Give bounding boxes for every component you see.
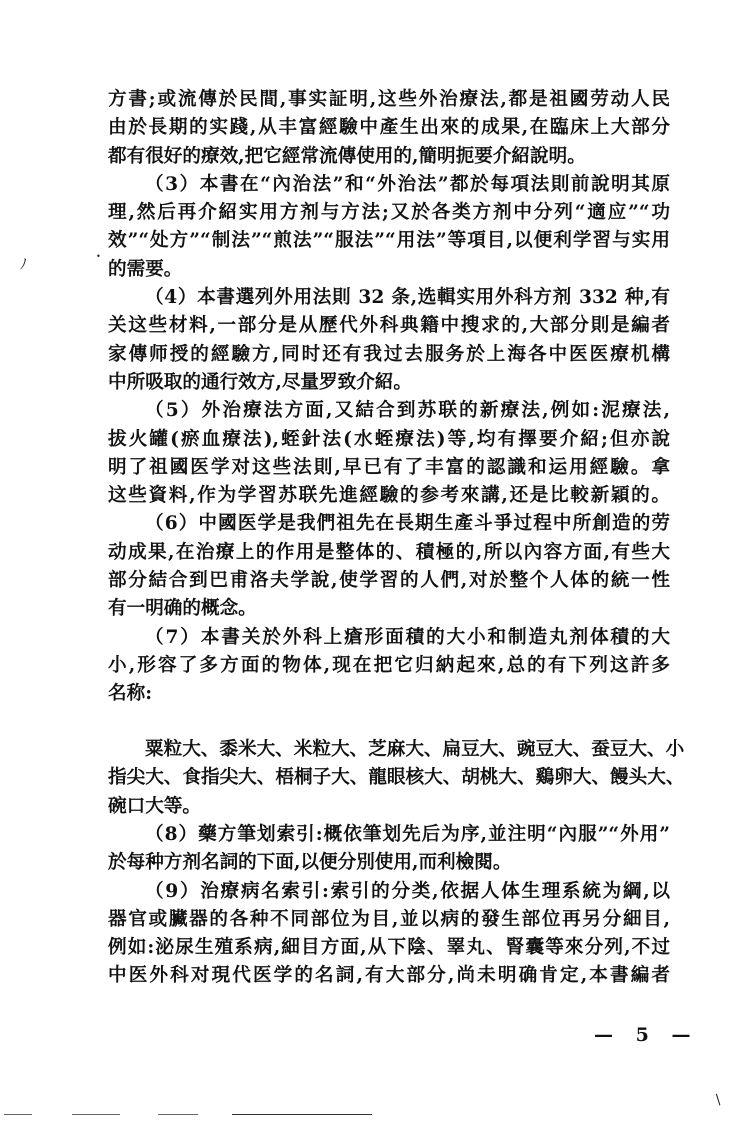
- text-line: 这些資料,作为学習苏联先進經驗的参考來講,还是比較新穎的。: [108, 485, 670, 507]
- paragraph-3: [108, 171, 670, 284]
- text-line: （6）中國医学是我們祖先在長期生產斗爭过程中所創造的劳: [145, 513, 670, 535]
- paragraph-5: [108, 397, 670, 510]
- text-line: 指尖大、食指尖大、梧桐子大、龍眼核大、胡桃大、鷄卵大、饅头大、: [108, 767, 685, 789]
- paragraph-4: [108, 284, 670, 397]
- scan-speck: •: [96, 252, 101, 261]
- text-line: 粟粒大、黍米大、米粒大、芝麻大、扁豆大、豌豆大、蚕豆大、小: [145, 739, 685, 761]
- text-line: 动成果,在治療上的作用是整体的、積極的,所以內容方面,有些大: [108, 541, 670, 563]
- text-line: 小,形容了多方面的物体,现在把它归納起來,总的有下列这許多: [108, 654, 670, 676]
- text-line: （4）本書選列外用法則 32 条,选輯实用外科方剂 332 种,有: [145, 287, 670, 309]
- text-line: 名称:: [108, 683, 153, 705]
- text-line: 拔火罐(瘀血療法),蛭針法(水蛭療法)等,均有擇要介紹;但亦說: [108, 428, 670, 450]
- text-line: 部分結合到巴甫洛夫学說,使学習的人們,对於整个人体的統一性: [108, 570, 670, 592]
- paragraph-8: [108, 821, 670, 878]
- paragraph-spacer: [108, 709, 670, 737]
- paragraph-7: [108, 624, 670, 709]
- scan-edge-line: [232, 1114, 372, 1115]
- body-text: [108, 86, 685, 991]
- text-line: （3）本書在“內治法”和“外治法”都於每項法則前說明其原: [145, 173, 670, 195]
- text-line: 效”“处方”“制法”“煎法”“服法”“用法”等項目,以便利学習与实用: [108, 230, 670, 252]
- text-line: （7）本書关於外科上瘡形面積的大小和制造丸剂体積的大: [145, 626, 670, 648]
- text-line: 由於長期的实踐,从丰富經驗中產生出來的成果,在臨床上大部分: [108, 117, 670, 139]
- text-line: 於每种方剂名詞的下面,以便分別使用,而利檢閱。: [108, 852, 512, 874]
- page-number: — 5 —: [594, 1024, 699, 1046]
- text-line: 器官或臟器的各种不同部位为目,並以病的發生部位再另分細目,: [108, 908, 670, 930]
- text-line: 都有很好的療效,把它經常流傳使用的,簡明扼要介紹說明。: [108, 145, 586, 167]
- size-names-list: [108, 736, 685, 821]
- text-line: 的需要。: [108, 258, 183, 280]
- text-line: 中医外科对現代医学的名詞,有大部分,尚未明确肯定,本書編者: [108, 965, 670, 987]
- text-line: （9）治療病名索引:索引的分类,依据人体生理系統为綱,以: [145, 880, 670, 902]
- text-line: 关这些材料,一部分是从歷代外科典籍中搜求的,大部分則是編者: [108, 315, 670, 337]
- scan-edge-line: [4, 1114, 32, 1115]
- text-line: 碗口大等。: [108, 795, 201, 817]
- text-line: 理,然后再介紹实用方剂与方法;又於各类方剂中分列“適应”“功: [108, 202, 670, 224]
- text-line: 方書;或流傳於民間,事实証明,这些外治療法,都是祖國劳动人民: [108, 89, 670, 110]
- text-line: （5）外治療法方面,又結合到苏联的新療法,例如:泥療法,: [145, 400, 670, 422]
- scan-speck: ﾉ: [20, 257, 27, 273]
- paragraph-6: [108, 510, 670, 623]
- text-line: 中所吸取的通行效方,尽量罗致介紹。: [108, 371, 412, 393]
- text-line: （8）藥方筆划索引:概依筆划先后为序,並注明“內服”“外用”: [145, 823, 670, 845]
- text-line: 家傳师授的經驗方,同时还有我过去服务於上海各中医医療机構: [108, 343, 670, 365]
- text-line: 例如:泌尿生殖系病,細目方面,从下陰、睪丸、腎囊等來分列,不过: [108, 937, 670, 959]
- paragraph-intro-continued: [108, 86, 670, 171]
- scan-speck: /: [711, 1092, 725, 1108]
- scan-edge-line: [158, 1114, 198, 1115]
- text-line: 有一明确的概念。: [108, 598, 257, 620]
- paragraph-9: [108, 878, 670, 991]
- text-line: 明了祖國医学对这些法則,早已有了丰富的認識和运用經驗。拿: [108, 456, 670, 478]
- scan-edge-line: [72, 1114, 120, 1115]
